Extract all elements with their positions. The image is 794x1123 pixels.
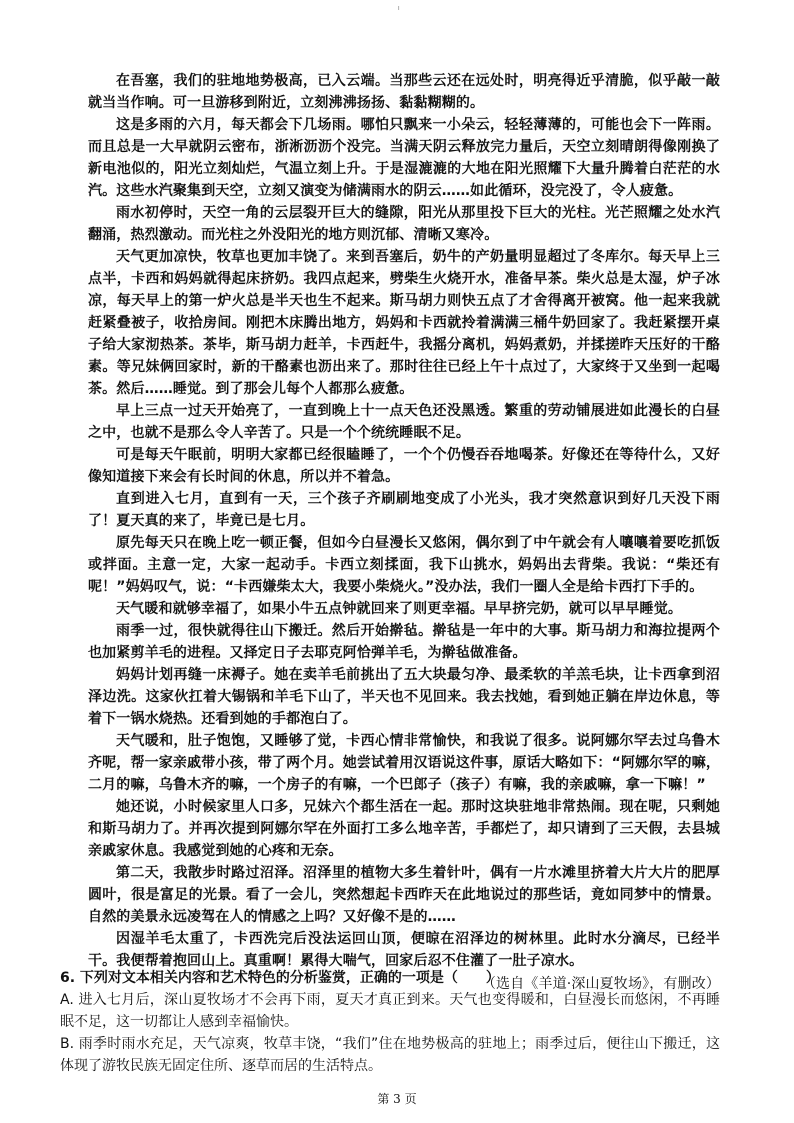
option-a: A. 进入七月后，深山夏牧场才不会再下雨，夏天才真正到来。天气也变得暖和，白昼漫长而悠闲，不再睡眠不足，这一切都让人感到幸福愉快。 xyxy=(60,992,720,1030)
paragraph: 在吾塞，我们的驻地地势极高，已入云端。当那些云还在远处时，明亮得近乎清脆，似乎敲一敲就当当作响。可一旦游移到附近，立刻沸沸扬扬、黏黏糊糊的。 xyxy=(88,73,720,111)
paragraph: 因湿羊毛太重了，卡西洗完后没法运回山顶，便晾在沼泽边的树林里。此时水分滴尽，已经半干。我便帮着抱回山上。真重啊！累得大喘气，回家后忍不住灌了一肚子凉水。 xyxy=(88,931,720,969)
paragraph: 雨水初停时，天空一角的云层裂开巨大的缝隙，阳光从那里投下巨大的光柱。光芒照耀之处水汽翻涌，热烈激动。而光柱之外没阳光的地方则沉郁、清晰又寒冷。 xyxy=(88,205,720,243)
paragraph: 可是每天午眠前，明明大家都已经很瞌睡了，一个个仍慢吞吞地喝茶。好像还在等待什么，又好像知道接下来会有长时间的休息，所以并不着急。 xyxy=(88,447,720,485)
paragraph: 早上三点一过天开始亮了，一直到晚上十一点天色还没黑透。繁重的劳动铺展进如此漫长的白昼之中，也就不是那么令人辛苦了。只是一个个统统睡眠不足。 xyxy=(88,403,720,441)
paragraph: 第二天，我散步时路过沼泽。沼泽里的植物大多生着针叶，偶有一片水滩里挤着大片大片的肥厚圆叶，很是富足的光景。看了一会儿，突然想起卡西昨天在此地说过的那些话，竟如同梦中的情景。自然的美景永远凌驾在人的情感之上吗？又好像不是的…… xyxy=(88,865,720,925)
paragraph: 这是多雨的六月，每天都会下几场雨。哪怕只飘来一小朵云，轻轻薄薄的，可能也会下一阵雨。而且总是一大早就阴云密布，浙淅沥沥个没完。当满天阴云释放完力量后，天空立刻晴朗得像刚换了新电池似的，阳光立刻灿烂，气温立刻上升。于是湿漉漉的大地在阳光照耀下大量升腾着白茫茫的水汽。这些水汽聚集到天空，立刻又演变为储满雨水的阴云……如此循环，没完没了，令人疲惫。 xyxy=(88,117,720,199)
paragraph: 妈妈计划再缝一床褥子。她在卖羊毛前挑出了五大块最匀净、最柔软的羊羔毛块，让卡西拿到沼泽边洗。这家伙扛着大锡锅和羊毛下山了，半天也不见回来。我去找她，看到她正躺在岸边休息，等着下一锅水烧热。还看到她的手都泡白了。 xyxy=(88,667,720,727)
paragraph: 天气更加凉快，牧草也更加丰饶了。来到吾塞后，奶牛的产奶量明显超过了冬库尔。每天早上三点半，卡西和妈妈就得起床挤奶。我四点起来，劈柴生火烧开水，准备早茶。柴火总是太湿，炉子冰凉，每天早上的第一炉火总是半天也生不起来。斯马胡力则快五点了才舍得离开被窝。他一起来我就赶紧叠被子，收拾房间。刚把木床腾出地方，妈妈和卡西就拎着满满三桶牛奶回家了。我赶紧摆开桌子给大家沏热茶。茶毕，斯马胡力赶羊，卡西赶牛，我摇分离机，妈妈煮奶，并揉搓昨天压好的干酪素。等兄妹俩回家时，新的干酪素也沥出来了。那时往往已经上午十点过了，大家终于又坐到一起喝茶。然后……睡觉。到了那会儿每个人都那么疲惫。 xyxy=(88,249,720,397)
paragraph: 天气暖和就够幸福了，如果小牛五点钟就回来了则更幸福。早早挤完奶，就可以早早睡觉。 xyxy=(116,601,682,617)
paragraph: 雨季一过，很快就得往山下搬迁。然后开始擀毡。擀毡是一年中的大事。斯马胡力和海拉提两个也加紧剪羊毛的进程。又择定日子去耶克阿恰弹羊毛，为擀毡做准备。 xyxy=(88,623,720,661)
question-stem: 6. 下列对文本相关内容和艺术特色的分析鉴赏，正确的一项是（ ） xyxy=(60,970,500,986)
page-number: 第 3 页 xyxy=(377,1092,417,1106)
paragraph: 直到进入七月，直到有一天，三个孩子齐刷刷地变成了小光头，我才突然意识到好几天没下雨了！夏天真的来了，毕竟已是七月。 xyxy=(88,491,720,529)
paragraph: 天气暖和，肚子饱饱，又睡够了觉，卡西心情非常愉快，和我说了很多。说阿娜尔罕去过乌鲁木齐呢，帮一家亲戚带小孩，带了两个月。她尝试着用汉语说这件事，原话大略如下：“阿娜尔罕的嘛，二月的嘛，乌鲁木齐的嘛，一个房子的有嘛，一个巴郎子（孩子）有嘛，我的亲戚嘛，拿一下嘛！” xyxy=(88,733,720,793)
question-6 xyxy=(60,967,720,1077)
source-citation: （选自《羊道·深山夏牧场》，有删改） xyxy=(481,976,720,992)
passage xyxy=(88,70,720,995)
top-mark: ˡ xyxy=(398,6,400,16)
option-b: B. 雨季时雨水充足，天气凉爽，牧草丰饶，“我们”住在地势极高的驻地上；雨季过后，便往山下搬迁，这体现了游牧民族无固定住所、逐草而居的生活特点。 xyxy=(60,1036,720,1074)
paragraph: 她还说，小时候家里人口多，兄妹六个都生活在一起。那时这块驻地非常热闹。现在呢，只剩她和斯马胡力了。并再次提到阿娜尔罕在外面打工多么地辛苦，手都烂了，却只请到了三天假，去县城亲戚家休息。我感觉到她的心疼和无奈。 xyxy=(88,799,720,859)
paragraph: 原先每天只在晚上吃一顿正餐，但如今白昼漫长又悠闲，偶尔到了中午就会有人嚷嚷着要吃抓饭或拌面。主意一定，大家一起动手。卡西立刻揉面，我下山挑水，妈妈出去背柴。我说：“柴还有呢！”妈妈叹气，说：“卡西嫌柴太大，我要小柴烧火。”没办法，我们一圈人全是给卡西打下手的。 xyxy=(88,535,720,595)
